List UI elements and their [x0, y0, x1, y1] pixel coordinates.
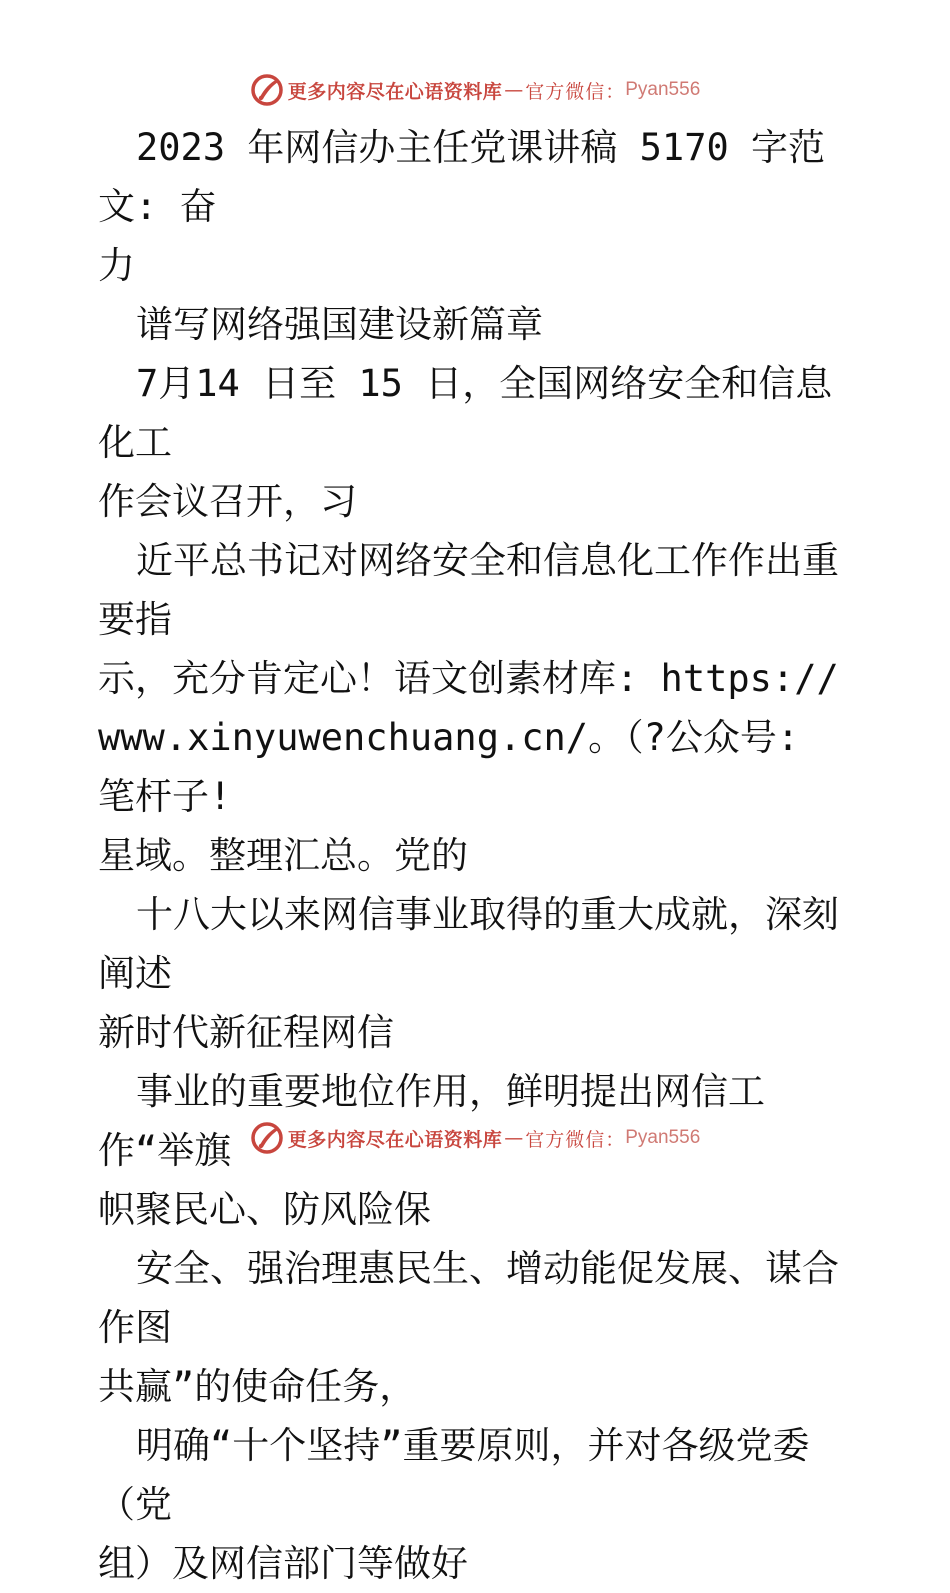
text-line: 十八大以来网信事业取得的重大成就，深刻阐述 — [98, 893, 839, 995]
text-line: 谱写网络强国建设新篇章 — [136, 303, 543, 346]
header-banner[interactable] — [0, 70, 950, 110]
banner-dash: — — [504, 79, 524, 101]
text-line: 近平总书记对网络安全和信息化工作作出重要指 — [98, 539, 839, 641]
text-line: 力 — [98, 244, 135, 287]
footer-banner[interactable] — [0, 1118, 950, 1158]
banner-sub-text: 官方微信： — [525, 1128, 626, 1151]
text-line: 2023 年网信办主任党课讲稿 5170 字范文: 奋 — [98, 126, 826, 228]
text-line: 新时代新征程网信 — [98, 1011, 394, 1054]
text-line: 星域。整理汇总。党的 — [98, 834, 468, 877]
text-line: 明确“十个坚持”重要原则，并对各级党委（党 — [98, 1424, 810, 1526]
text-line: 帜聚民心、防风险保 — [98, 1188, 431, 1231]
brush-logo-icon — [250, 1121, 284, 1155]
text-line: 事业的重要地位作用，鲜明提出网信工作“举旗 — [98, 1070, 765, 1172]
text-line: 组）及网信部门等做好 — [98, 1542, 468, 1585]
banner-wechat-id: Pyan556 — [625, 79, 701, 100]
banner-dash: — — [504, 1127, 524, 1149]
banner-main-text: 更多内容尽在心语资料库 — [287, 80, 503, 103]
text-line: 7月14 日至 15 日，全国网络安全和信息化工 — [98, 362, 833, 464]
text-line: 作会议召开，习 — [98, 480, 357, 523]
banner-wechat-id: Pyan556 — [625, 1127, 701, 1148]
banner-main-text: 更多内容尽在心语资料库 — [287, 1128, 503, 1151]
text-line: 共赢”的使命任务， — [98, 1365, 417, 1408]
brush-logo-icon — [250, 73, 284, 107]
text-line: 示，充分肯定心！语文创素材库: https:// — [98, 657, 839, 700]
text-line: www.xinyuwenchuang.cn/。（?公众号: 笔杆子! — [98, 716, 800, 818]
banner-sub-text: 官方微信： — [525, 80, 626, 103]
document-body — [98, 118, 858, 1593]
text-line: 安全、强治理惠民生、增动能促发展、谋合作图 — [98, 1247, 839, 1349]
